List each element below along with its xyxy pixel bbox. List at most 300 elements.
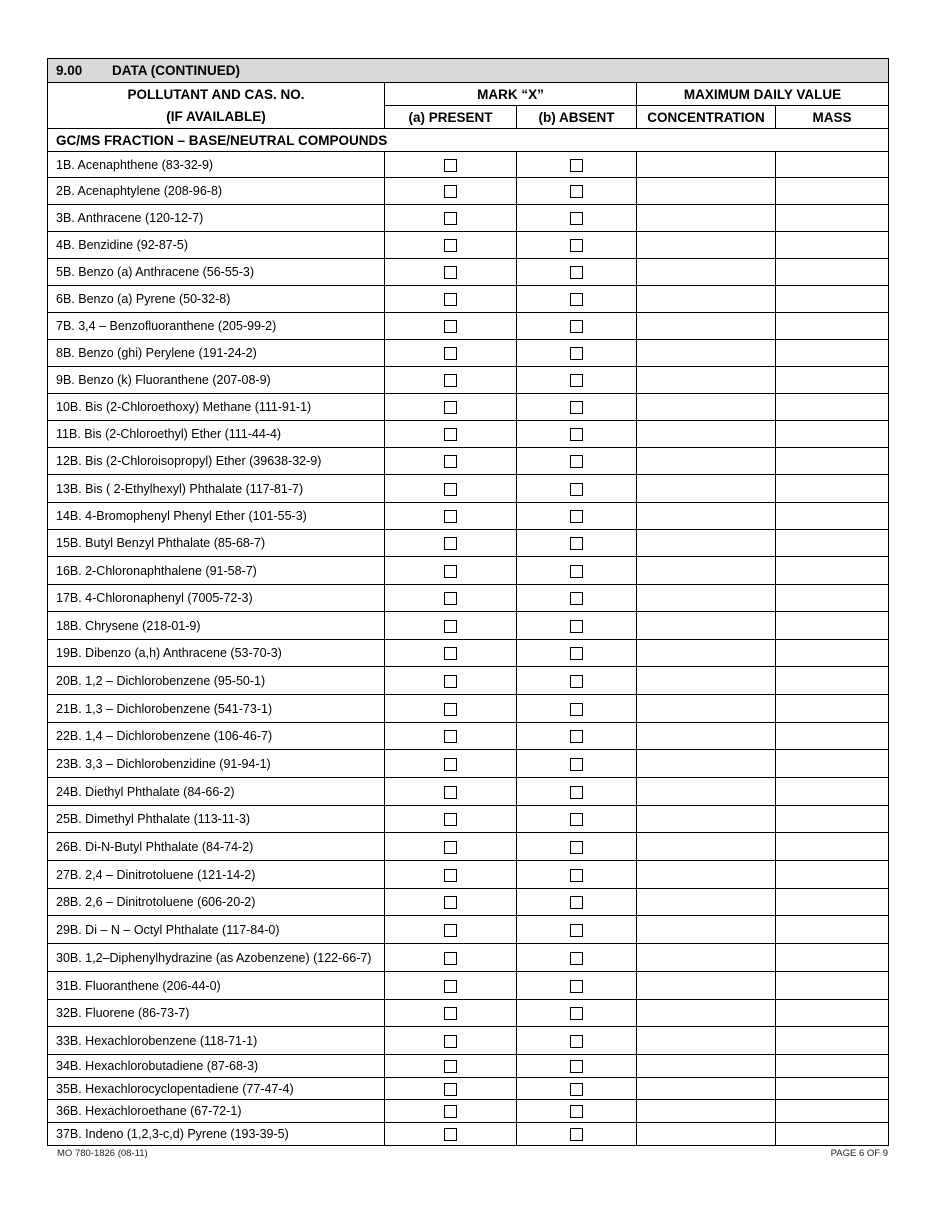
- mass-input[interactable]: [776, 972, 889, 1000]
- present-cell: [385, 340, 517, 367]
- mass-input[interactable]: [776, 313, 889, 340]
- present-checkbox[interactable]: [444, 1083, 457, 1096]
- mass-input[interactable]: [776, 695, 889, 723]
- present-checkbox[interactable]: [444, 980, 457, 993]
- mass-input[interactable]: [776, 394, 889, 421]
- absent-cell: [517, 1000, 637, 1027]
- absent-checkbox[interactable]: [570, 980, 583, 993]
- table-row: [48, 861, 889, 889]
- absent-checkbox[interactable]: [570, 1035, 583, 1048]
- absent-checkbox[interactable]: [570, 266, 583, 279]
- present-checkbox[interactable]: [444, 1007, 457, 1020]
- absent-checkbox[interactable]: [570, 537, 583, 550]
- absent-cell: [517, 833, 637, 861]
- absent-cell: [517, 667, 637, 695]
- absent-cell: [517, 944, 637, 972]
- pollutant-name: 27B. 2,4 – Dinitrotoluene (121-14-2): [48, 861, 385, 889]
- mass-input[interactable]: [776, 833, 889, 861]
- concentration-input[interactable]: [637, 723, 776, 750]
- concentration-input[interactable]: [637, 178, 776, 205]
- pollutant-name: 15B. Butyl Benzyl Phthalate (85-68-7): [48, 530, 385, 557]
- table-row: [48, 1100, 889, 1123]
- absent-checkbox[interactable]: [570, 1060, 583, 1073]
- pollutant-name: 10B. Bis (2-Chloroethoxy) Methane (111-91-1): [48, 394, 385, 421]
- present-checkbox[interactable]: [444, 293, 457, 306]
- pollutant-name: 6B. Benzo (a) Pyrene (50-32-8): [48, 286, 385, 313]
- present-checkbox[interactable]: [444, 401, 457, 414]
- mass-input[interactable]: [776, 778, 889, 806]
- present-checkbox[interactable]: [444, 703, 457, 716]
- absent-checkbox[interactable]: [570, 896, 583, 909]
- present-cell: [385, 1055, 517, 1078]
- absent-checkbox[interactable]: [570, 924, 583, 937]
- mass-input[interactable]: [776, 640, 889, 667]
- mass-input[interactable]: [776, 944, 889, 972]
- pollutant-name: 21B. 1,3 – Dichlorobenzene (541-73-1): [48, 695, 385, 723]
- present-header: (a) PRESENT: [385, 106, 517, 129]
- concentration-input[interactable]: [637, 1055, 776, 1078]
- concentration-input[interactable]: [637, 448, 776, 475]
- pollutant-name: 26B. Di-N-Butyl Phthalate (84-74-2): [48, 833, 385, 861]
- form-number: MO 780-1826 (08-11): [57, 1148, 148, 1159]
- mass-input[interactable]: [776, 557, 889, 585]
- present-checkbox[interactable]: [444, 896, 457, 909]
- present-checkbox[interactable]: [444, 1035, 457, 1048]
- present-checkbox[interactable]: [444, 510, 457, 523]
- present-checkbox[interactable]: [444, 212, 457, 225]
- pollutant-name: 9B. Benzo (k) Fluoranthene (207-08-9): [48, 367, 385, 394]
- concentration-input[interactable]: [637, 833, 776, 861]
- present-cell: [385, 916, 517, 944]
- absent-checkbox[interactable]: [570, 1007, 583, 1020]
- present-checkbox[interactable]: [444, 239, 457, 252]
- concentration-input[interactable]: [637, 667, 776, 695]
- absent-checkbox[interactable]: [570, 592, 583, 605]
- table-row: [48, 723, 889, 750]
- pollutant-name: 30B. 1,2–Diphenylhydrazine (as Azobenzene) (122-66-7): [48, 944, 385, 972]
- absent-cell: [517, 972, 637, 1000]
- present-checkbox[interactable]: [444, 730, 457, 743]
- absent-checkbox[interactable]: [570, 185, 583, 198]
- concentration-input[interactable]: [637, 1000, 776, 1027]
- concentration-input[interactable]: [637, 972, 776, 1000]
- concentration-input[interactable]: [637, 286, 776, 313]
- absent-checkbox[interactable]: [570, 620, 583, 633]
- present-checkbox[interactable]: [444, 455, 457, 468]
- mass-input[interactable]: [776, 503, 889, 530]
- absent-cell: [517, 1055, 637, 1078]
- table-row: [48, 972, 889, 1000]
- absent-cell: [517, 503, 637, 530]
- table-row: [48, 1000, 889, 1027]
- table-row: [48, 475, 889, 503]
- absent-cell: [517, 1123, 637, 1146]
- present-cell: [385, 723, 517, 750]
- present-cell: [385, 833, 517, 861]
- page-number: PAGE 6 OF 9: [830, 1148, 888, 1159]
- concentration-input[interactable]: [637, 944, 776, 972]
- present-cell: [385, 861, 517, 889]
- present-checkbox[interactable]: [444, 320, 457, 333]
- present-cell: [385, 286, 517, 313]
- pollutant-header: POLLUTANT AND CAS. NO.: [48, 83, 385, 106]
- pollutant-name: 5B. Benzo (a) Anthracene (56-55-3): [48, 259, 385, 286]
- absent-checkbox[interactable]: [570, 510, 583, 523]
- absent-checkbox[interactable]: [570, 212, 583, 225]
- present-checkbox[interactable]: [444, 1128, 457, 1141]
- absent-cell: [517, 640, 637, 667]
- column-header-row-1: [48, 83, 889, 106]
- data-form: [47, 58, 888, 1146]
- concentration-input[interactable]: [637, 557, 776, 585]
- absent-checkbox[interactable]: [570, 1083, 583, 1096]
- concentration-input[interactable]: [637, 1123, 776, 1146]
- present-cell: [385, 1100, 517, 1123]
- pollutant-name: 11B. Bis (2-Chloroethyl) Ether (111-44-4): [48, 421, 385, 448]
- mass-input[interactable]: [776, 340, 889, 367]
- table-row: [48, 394, 889, 421]
- concentration-input[interactable]: [637, 367, 776, 394]
- mass-input[interactable]: [776, 232, 889, 259]
- pollutant-name: 20B. 1,2 – Dichlorobenzene (95-50-1): [48, 667, 385, 695]
- mass-input[interactable]: [776, 1055, 889, 1078]
- present-cell: [385, 205, 517, 232]
- present-checkbox[interactable]: [444, 565, 457, 578]
- absent-checkbox[interactable]: [570, 483, 583, 496]
- mass-input[interactable]: [776, 1123, 889, 1146]
- present-checkbox[interactable]: [444, 1105, 457, 1118]
- table-row: [48, 503, 889, 530]
- concentration-input[interactable]: [637, 778, 776, 806]
- mass-input[interactable]: [776, 367, 889, 394]
- mass-input[interactable]: [776, 916, 889, 944]
- present-cell: [385, 530, 517, 557]
- present-cell: [385, 695, 517, 723]
- mass-input[interactable]: [776, 1000, 889, 1027]
- table-row: [48, 421, 889, 448]
- pollutant-name: 8B. Benzo (ghi) Perylene (191-24-2): [48, 340, 385, 367]
- pollutant-name: 18B. Chrysene (218-01-9): [48, 612, 385, 640]
- pollutant-name: 12B. Bis (2-Chloroisopropyl) Ether (39638-32-9): [48, 448, 385, 475]
- present-cell: [385, 1027, 517, 1055]
- mass-input[interactable]: [776, 152, 889, 178]
- present-checkbox[interactable]: [444, 266, 457, 279]
- absent-cell: [517, 286, 637, 313]
- pollutant-name: 23B. 3,3 – Dichlorobenzidine (91-94-1): [48, 750, 385, 778]
- absent-checkbox[interactable]: [570, 428, 583, 441]
- pollutant-name: 14B. 4-Bromophenyl Phenyl Ether (101-55-3): [48, 503, 385, 530]
- table-row: [48, 750, 889, 778]
- concentration-input[interactable]: [637, 503, 776, 530]
- absent-checkbox[interactable]: [570, 675, 583, 688]
- mass-input[interactable]: [776, 861, 889, 889]
- table-row: [48, 916, 889, 944]
- table-row: [48, 1027, 889, 1055]
- present-checkbox[interactable]: [444, 952, 457, 965]
- concentration-input[interactable]: [637, 313, 776, 340]
- table-row: [48, 695, 889, 723]
- absent-cell: [517, 530, 637, 557]
- absent-checkbox[interactable]: [570, 455, 583, 468]
- mass-input[interactable]: [776, 667, 889, 695]
- absent-cell: [517, 557, 637, 585]
- table-row: [48, 1055, 889, 1078]
- concentration-input[interactable]: [637, 1027, 776, 1055]
- present-cell: [385, 944, 517, 972]
- concentration-input[interactable]: [637, 695, 776, 723]
- present-cell: [385, 1000, 517, 1027]
- concentration-input[interactable]: [637, 530, 776, 557]
- mass-input[interactable]: [776, 1100, 889, 1123]
- pollutant-name: 37B. Indeno (1,2,3-c,d) Pyrene (193-39-5): [48, 1123, 385, 1146]
- table-row: [48, 313, 889, 340]
- concentration-input[interactable]: [637, 259, 776, 286]
- absent-checkbox[interactable]: [570, 647, 583, 660]
- absent-checkbox[interactable]: [570, 813, 583, 826]
- pollutant-name: 22B. 1,4 – Dichlorobenzene (106-46-7): [48, 723, 385, 750]
- table-row: [48, 1123, 889, 1146]
- present-cell: [385, 503, 517, 530]
- pollutant-name: 7B. 3,4 – Benzofluoranthene (205-99-2): [48, 313, 385, 340]
- present-checkbox[interactable]: [444, 374, 457, 387]
- absent-cell: [517, 1100, 637, 1123]
- mass-input[interactable]: [776, 585, 889, 612]
- table-row: [48, 833, 889, 861]
- table-row: [48, 640, 889, 667]
- absent-cell: [517, 340, 637, 367]
- table-row: [48, 286, 889, 313]
- concentration-input[interactable]: [637, 475, 776, 503]
- section-title: DATA (CONTINUED): [112, 63, 240, 78]
- absent-checkbox[interactable]: [570, 565, 583, 578]
- table-row: [48, 367, 889, 394]
- table-row: [48, 889, 889, 916]
- present-cell: [385, 585, 517, 612]
- table-row: [48, 232, 889, 259]
- present-checkbox[interactable]: [444, 347, 457, 360]
- mass-input[interactable]: [776, 1027, 889, 1055]
- present-checkbox[interactable]: [444, 758, 457, 771]
- mass-input[interactable]: [776, 448, 889, 475]
- absent-cell: [517, 152, 637, 178]
- present-cell: [385, 778, 517, 806]
- present-checkbox[interactable]: [444, 924, 457, 937]
- present-cell: [385, 557, 517, 585]
- present-cell: [385, 667, 517, 695]
- present-cell: [385, 1078, 517, 1100]
- present-checkbox[interactable]: [444, 620, 457, 633]
- pollutant-name: 25B. Dimethyl Phthalate (113-11-3): [48, 806, 385, 833]
- concentration-input[interactable]: [637, 612, 776, 640]
- concentration-input[interactable]: [637, 340, 776, 367]
- absent-checkbox[interactable]: [570, 730, 583, 743]
- present-cell: [385, 750, 517, 778]
- mass-input[interactable]: [776, 205, 889, 232]
- present-checkbox[interactable]: [444, 1060, 457, 1073]
- present-cell: [385, 640, 517, 667]
- section-header: [48, 59, 889, 83]
- present-cell: [385, 972, 517, 1000]
- absent-cell: [517, 475, 637, 503]
- absent-checkbox[interactable]: [570, 952, 583, 965]
- concentration-input[interactable]: [637, 861, 776, 889]
- present-checkbox[interactable]: [444, 786, 457, 799]
- concentration-input[interactable]: [637, 750, 776, 778]
- present-checkbox[interactable]: [444, 813, 457, 826]
- absent-cell: [517, 313, 637, 340]
- mass-input[interactable]: [776, 723, 889, 750]
- absent-checkbox[interactable]: [570, 1128, 583, 1141]
- table-row: [48, 152, 889, 178]
- absent-cell: [517, 394, 637, 421]
- absent-cell: [517, 205, 637, 232]
- mass-input[interactable]: [776, 530, 889, 557]
- absent-checkbox[interactable]: [570, 1105, 583, 1118]
- present-cell: [385, 152, 517, 178]
- mass-input[interactable]: [776, 421, 889, 448]
- table-row: [48, 778, 889, 806]
- absent-checkbox[interactable]: [570, 758, 583, 771]
- pollutant-name: 36B. Hexachloroethane (67-72-1): [48, 1100, 385, 1123]
- present-checkbox[interactable]: [444, 675, 457, 688]
- mass-input[interactable]: [776, 286, 889, 313]
- concentration-header: CONCENTRATION: [637, 106, 776, 129]
- absent-checkbox[interactable]: [570, 401, 583, 414]
- absent-cell: [517, 585, 637, 612]
- table-row: [48, 448, 889, 475]
- absent-cell: [517, 1078, 637, 1100]
- present-checkbox[interactable]: [444, 841, 457, 854]
- mass-input[interactable]: [776, 889, 889, 916]
- absent-cell: [517, 612, 637, 640]
- pollutant-name: 16B. 2-Chloronaphthalene (91-58-7): [48, 557, 385, 585]
- present-checkbox[interactable]: [444, 537, 457, 550]
- pollutant-name: 24B. Diethyl Phthalate (84-66-2): [48, 778, 385, 806]
- table-row: [48, 1078, 889, 1100]
- present-cell: [385, 394, 517, 421]
- pollutant-name: 35B. Hexachlorocyclopentadiene (77-47-4): [48, 1078, 385, 1100]
- absent-cell: [517, 778, 637, 806]
- concentration-input[interactable]: [637, 806, 776, 833]
- absent-checkbox[interactable]: [570, 869, 583, 882]
- column-header-row-2: [48, 106, 889, 129]
- pollutant-name: 34B. Hexachlorobutadiene (87-68-3): [48, 1055, 385, 1078]
- present-checkbox[interactable]: [444, 483, 457, 496]
- pollutant-name: 17B. 4-Chloronaphenyl (7005-72-3): [48, 585, 385, 612]
- mass-input[interactable]: [776, 750, 889, 778]
- group-header: [48, 129, 889, 152]
- mass-input[interactable]: [776, 178, 889, 205]
- mass-header: MASS: [776, 106, 889, 129]
- present-cell: [385, 806, 517, 833]
- mass-input[interactable]: [776, 475, 889, 503]
- concentration-input[interactable]: [637, 916, 776, 944]
- absent-cell: [517, 367, 637, 394]
- present-cell: [385, 889, 517, 916]
- concentration-input[interactable]: [637, 889, 776, 916]
- pollutant-name: 2B. Acenaphtylene (208-96-8): [48, 178, 385, 205]
- absent-cell: [517, 1027, 637, 1055]
- present-checkbox[interactable]: [444, 185, 457, 198]
- absent-cell: [517, 861, 637, 889]
- absent-header: (b) ABSENT: [517, 106, 637, 129]
- absent-cell: [517, 723, 637, 750]
- absent-checkbox[interactable]: [570, 786, 583, 799]
- absent-checkbox[interactable]: [570, 703, 583, 716]
- concentration-input[interactable]: [637, 232, 776, 259]
- absent-cell: [517, 448, 637, 475]
- present-checkbox[interactable]: [444, 592, 457, 605]
- absent-cell: [517, 916, 637, 944]
- concentration-input[interactable]: [637, 152, 776, 178]
- concentration-input[interactable]: [637, 394, 776, 421]
- table-row: [48, 585, 889, 612]
- table-row: [48, 530, 889, 557]
- present-checkbox[interactable]: [444, 159, 457, 172]
- concentration-input[interactable]: [637, 421, 776, 448]
- concentration-input[interactable]: [637, 1078, 776, 1100]
- absent-checkbox[interactable]: [570, 374, 583, 387]
- pollutant-name: 13B. Bis ( 2-Ethylhexyl) Phthalate (117-81-7): [48, 475, 385, 503]
- present-checkbox[interactable]: [444, 869, 457, 882]
- absent-cell: [517, 178, 637, 205]
- absent-checkbox[interactable]: [570, 239, 583, 252]
- table-row: [48, 178, 889, 205]
- present-cell: [385, 232, 517, 259]
- present-cell: [385, 612, 517, 640]
- group-title: GC/MS FRACTION – BASE/NEUTRAL COMPOUNDS: [48, 129, 889, 152]
- pollutant-name: 28B. 2,6 – Dinitrotoluene (606-20-2): [48, 889, 385, 916]
- concentration-input[interactable]: [637, 585, 776, 612]
- pollutant-name: 3B. Anthracene (120-12-7): [48, 205, 385, 232]
- absent-cell: [517, 750, 637, 778]
- present-checkbox[interactable]: [444, 428, 457, 441]
- pollutant-name: 19B. Dibenzo (a,h) Anthracene (53-70-3): [48, 640, 385, 667]
- absent-checkbox[interactable]: [570, 320, 583, 333]
- absent-cell: [517, 421, 637, 448]
- table-row: [48, 557, 889, 585]
- table-row: [48, 205, 889, 232]
- mass-input[interactable]: [776, 612, 889, 640]
- mass-input[interactable]: [776, 1078, 889, 1100]
- max-daily-header: MAXIMUM DAILY VALUE: [637, 83, 889, 106]
- absent-checkbox[interactable]: [570, 347, 583, 360]
- absent-cell: [517, 806, 637, 833]
- table-row: [48, 667, 889, 695]
- concentration-input[interactable]: [637, 205, 776, 232]
- mass-input[interactable]: [776, 806, 889, 833]
- absent-cell: [517, 695, 637, 723]
- concentration-input[interactable]: [637, 1100, 776, 1123]
- absent-checkbox[interactable]: [570, 841, 583, 854]
- present-cell: [385, 178, 517, 205]
- table-row: [48, 259, 889, 286]
- present-checkbox[interactable]: [444, 647, 457, 660]
- concentration-input[interactable]: [637, 640, 776, 667]
- pollutant-name: 29B. Di – N – Octyl Phthalate (117-84-0): [48, 916, 385, 944]
- absent-checkbox[interactable]: [570, 293, 583, 306]
- pollutant-name: 1B. Acenaphthene (83-32-9): [48, 152, 385, 178]
- present-cell: [385, 421, 517, 448]
- pollutant-name: 33B. Hexachlorobenzene (118-71-1): [48, 1027, 385, 1055]
- absent-checkbox[interactable]: [570, 159, 583, 172]
- pollutant-name: 31B. Fluoranthene (206-44-0): [48, 972, 385, 1000]
- present-cell: [385, 367, 517, 394]
- absent-cell: [517, 259, 637, 286]
- absent-cell: [517, 889, 637, 916]
- mass-input[interactable]: [776, 259, 889, 286]
- present-cell: [385, 448, 517, 475]
